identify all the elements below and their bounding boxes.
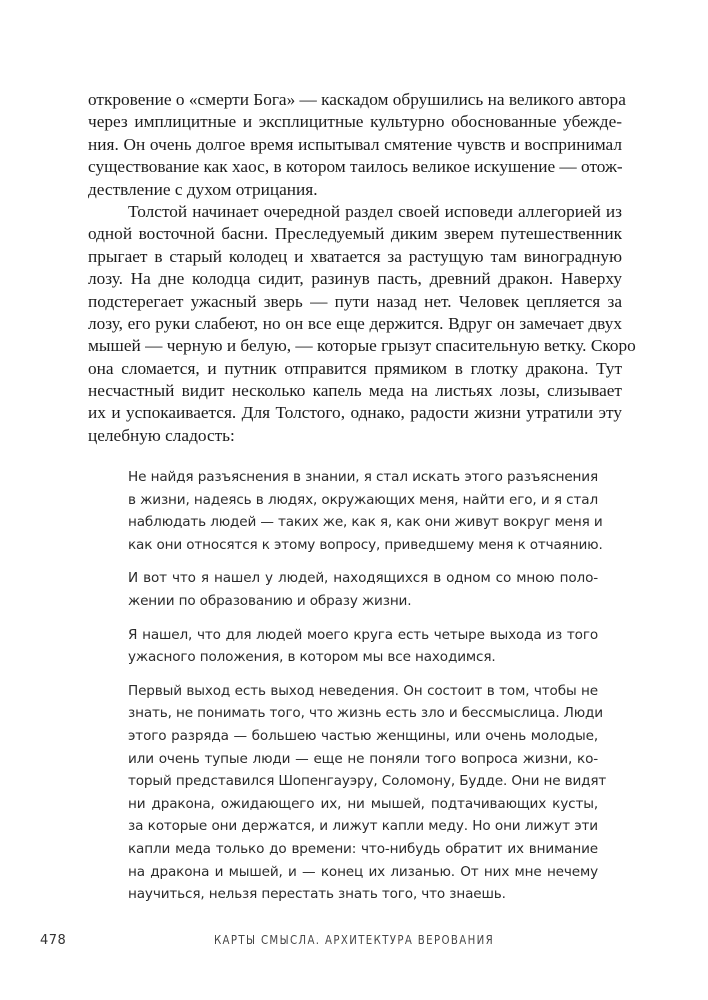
text-line: на дракона и мышей, и — конец их лизанью. От них мне нечему <box>128 863 598 880</box>
text-line: прыгает в старый колодец и хватается за растущую там виноградную <box>88 246 622 266</box>
paragraph <box>128 567 598 612</box>
text-line: или очень тупые люди — еще не поняли того вопроса жизни, ко- <box>128 750 598 767</box>
text-line: торый представился Шопенгауэру, Соломону, Будде. Они не видят <box>128 773 607 790</box>
text-line: ния. Он очень долгое время испытывал смятение чувств и воспринимал <box>88 134 622 154</box>
paragraph <box>88 89 626 201</box>
text-line: ужасного положения, в котором мы все находимся. <box>128 649 496 666</box>
main-text <box>88 89 636 447</box>
paragraph <box>128 624 598 669</box>
text-line: через имплицитные и эксплицитные культурно обоснованные убежде- <box>88 112 622 132</box>
paragraph <box>128 680 607 906</box>
text-line: целебную сладость: <box>88 425 235 445</box>
text-line: существование как хаос, в котором таилось великое искушение — отож- <box>88 157 623 177</box>
text-line: откровение о «смерти Бога» — каскадом обрушились на великого автора <box>88 90 626 109</box>
text-line: их и успокаивается. Для Толстого, однако, радости жизни утратили эту <box>88 403 622 423</box>
running-title: КАРТЫ СМЫСЛА. АРХИТЕКТУРА ВЕРОВАНИЯ <box>213 933 495 947</box>
text-line: в жизни, надеясь в людях, окружающих меня, найти его, и я стал <box>128 491 598 508</box>
text-line: подстерегает ужасный зверь — пути назад нет. Человек цепляется за <box>88 291 622 311</box>
text-line: знать, не понимать того, что жизнь есть зло и бессмыслица. Люди <box>128 705 603 722</box>
text-line: наблюдать людей — таких же, как я, как они живут вокруг меня и <box>128 514 603 531</box>
text-line: лозу, его руки слабеют, но он все еще держится. Вдруг он замечает двух <box>88 313 622 333</box>
text-line: лозу. На дне колодца сидит, разинув пасть, древний дракон. Наверху <box>88 269 622 289</box>
text-line: Не найдя разъяснения в знании, я стал искать этого разъяснения <box>128 469 598 485</box>
text-line: жении по образованию и образу жизни. <box>128 592 412 609</box>
page-number: 478 <box>40 933 67 948</box>
text-line: И вот что я нашел у людей, находящихся в одном со мною поло- <box>128 570 598 587</box>
block-quote <box>128 466 607 917</box>
text-line: этого разряда — большею частью женщины, или очень молодые, <box>128 727 598 744</box>
text-line: Я нашел, что для людей моего круга есть четыре выхода из того <box>128 626 598 643</box>
text-line: Первый выход есть выход неведения. Он состоит в том, чтобы не <box>128 682 598 699</box>
paragraph <box>128 466 603 556</box>
text-line: капли меда только до времени: что-нибудь обратит их внимание <box>128 840 598 857</box>
text-line: она сломается, и путник отправится прямиком в глотку дракона. Тут <box>88 358 622 378</box>
text-line: несчастный видит несколько капель меда на листьях лозы, слизывает <box>88 381 622 401</box>
text-line: дествление с духом отрицания. <box>88 179 318 199</box>
text-line: научиться, нельзя перестать знать того, что знаешь. <box>128 886 506 903</box>
paragraph <box>88 201 636 447</box>
text-line: ни дракона, ожидающего их, ни мышей, подтачивающих кусты, <box>128 795 598 812</box>
text-line: Толстой начинает очередной раздел своей исповеди аллегорией из <box>128 201 622 221</box>
text-line: за которые они держатся, и лижут капли меду. Но они лижут эти <box>128 818 598 835</box>
text-line: одной восточной басни. Преследуемый диким зверем путешественник <box>88 224 622 244</box>
text-line: мышей — черную и белую, — которые грызут спасительную ветку. Скоро <box>88 336 636 356</box>
text-line: как они относятся к этому вопросу, приведшему меня к отчаянию. <box>128 536 603 553</box>
